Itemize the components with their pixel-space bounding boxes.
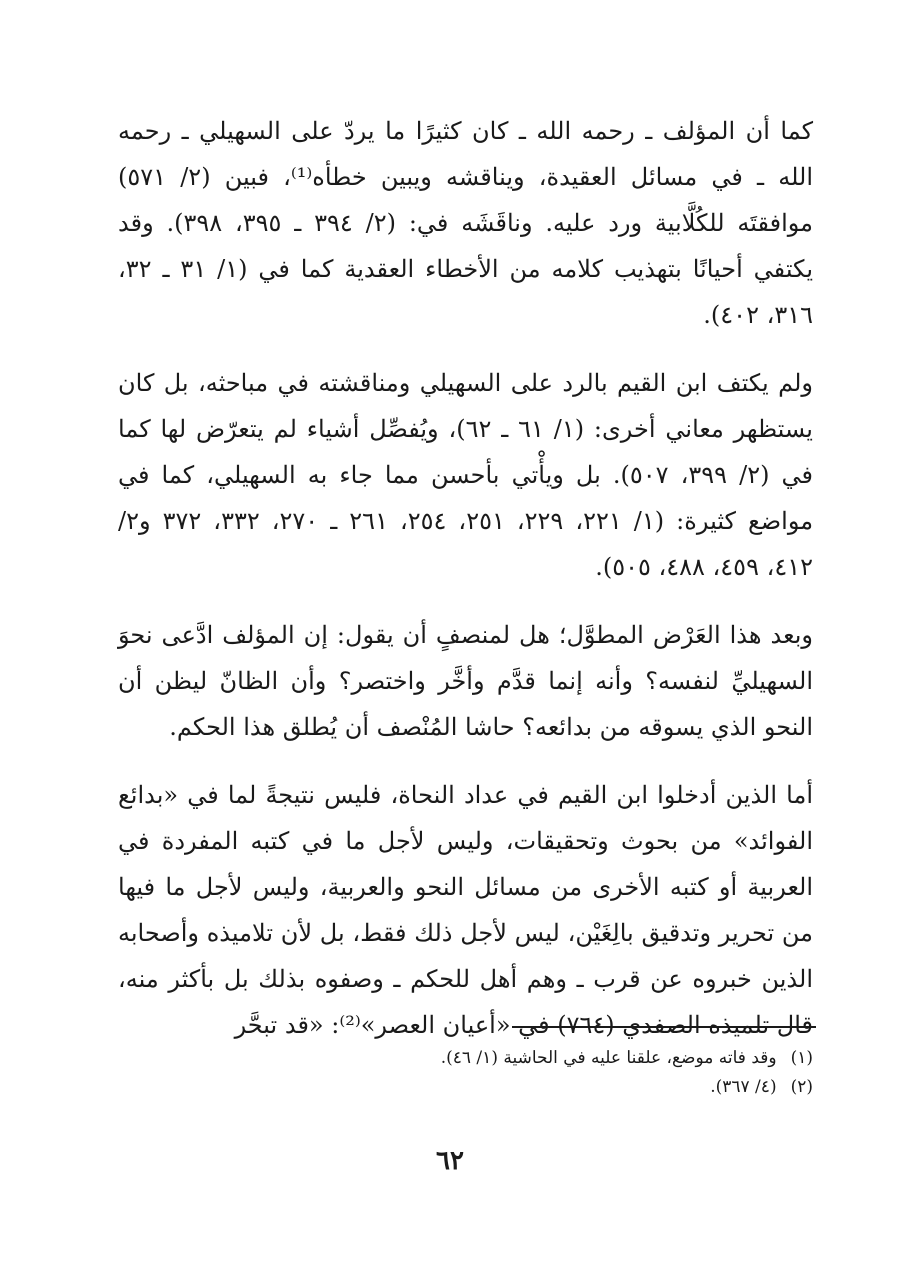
paragraph-2: ولم يكتف ابن القيم بالرد على السهيلي ومناقشته في مباحثه، بل كان يستظهر معاني أخرى: (١/ ٦١ ـ ٦٢)، ويُفصِّل أشياء لم يتعرّض لها كما في (٢/ ٣٩٩، ٥٠٧). بل ويأْتي بأحسن مما جاء به السهيلي، كما في مواضع كثيرة: (١/ ٢٢١، ٢٢٩، ٢٥١، ٢٥٤، ٢٦١ ـ ٢٧٠، ٣٣٢، ٣٧٢ و٢/ ٤١٢، ٤٥٩، ٤٨٨، ٥٠٥).	[118, 369, 814, 581]
body-text	[118, 108, 813, 1070]
footnote-separator	[512, 1026, 816, 1028]
page-number: ٦٢	[436, 1146, 464, 1176]
footnote-number: (٢)	[790, 1077, 813, 1097]
paragraph-3: وبعد هذا العَرْض المطوَّل؛ هل لمنصفٍ أن يقول: إن المؤلف ادَّعى نحوَ السهيليِّ لنفسه؟ وأنه إنما قدَّم وأخَّر واختصر؟ وأن الظانّ ليظن أن النحو الذي يسوقه من بدائعه؟ حاشا المُنْصف أن يُطلق هذا الحكم.	[118, 621, 813, 741]
footnote-number: (١)	[790, 1048, 813, 1068]
footnote-2	[118, 1073, 813, 1102]
footnote-text: (٤/ ٣٦٧).	[710, 1077, 777, 1097]
footnote-1	[118, 1044, 813, 1073]
footnotes	[118, 1044, 813, 1102]
paragraph-1: كما أن المؤلف ـ رحمه الله ـ كان كثيرًا ما يردّ على السهيلي ـ رحمه الله ـ في مسائل العقيدة، ويناقشه ويبين خطأه⁽¹⁾، فبين (٢/ ٥٧١) موافقتَه للكُلَّابية ورد عليه. وناقَشَه في: (٢/ ٣٩٤ ـ ٣٩٥، ٣٩٨). وقد يكتفي أحيانًا بتهذيب كلامه من الأخطاء العقدية كما في (١/ ٣١ ـ ٣٢، ٣١٦، ٤٠٢).	[118, 117, 814, 329]
paragraph-4: أما الذين أدخلوا ابن القيم في عداد النحاة، فليس نتيجةً لما في «بدائع الفوائد» من بحوث وتحقيقات، وليس لأجل ما في كتبه المفردة في العربية أو كتبه الأخرى من مسائل النحو والعربية، وليس لأجل ما فيها من تحرير وتدقيق بالِغَيْن، ليس لأجل ذلك فقط، بل لأن تلاميذه وأصحابه الذين خبروه عن قرب ـ وهم أهل للحكم ـ وصفوه بذلك بل بأكثر منه، قال تلميذه الصفدي (٧٦٤) في «أعيان العصر»⁽²⁾: «قد تبحَّر	[118, 781, 813, 1039]
footnote-text: وقد فاته موضع، علقنا عليه في الحاشية (١/ ٤٦).	[440, 1048, 777, 1068]
